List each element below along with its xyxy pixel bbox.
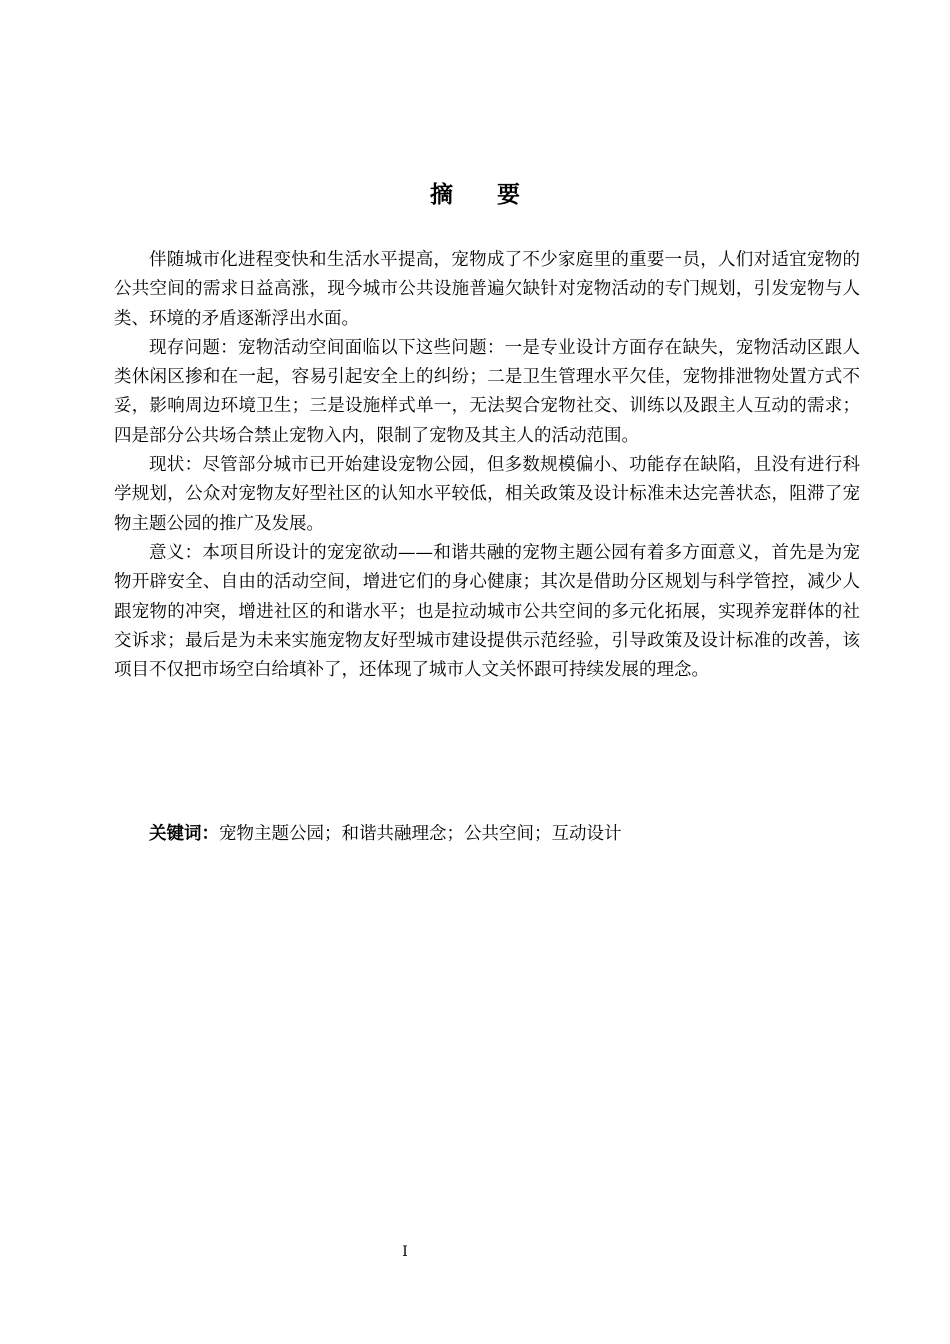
abstract-paragraph-intro: 伴随城市化进程变快和生活水平提高，宠物成了不少家庭里的重要一员，人们对适宜宠物的公共空间的需求日益高涨，现今城市公共设施普遍欠缺针对宠物活动的专门规划，引发宠物与人类、环境的矛盾逐渐浮出水面。 (114, 250, 860, 329)
abstract-title-char-1: 摘 (430, 182, 453, 208)
keywords-line (149, 820, 622, 849)
abstract-body (114, 246, 860, 685)
abstract-title (0, 180, 950, 210)
abstract-paragraph-status: 现状：尽管部分城市已开始建设宠物公园，但多数规模偏小、功能存在缺陷，且没有进行科学规划，公众对宠物友好型社区的认知水平较低，相关政策及设计标准未达完善状态，阻滞了宠物主题公园的推广及发展。 (114, 455, 860, 534)
keywords-label: 关键词： (149, 824, 219, 844)
abstract-paragraph-problems: 现存问题：宠物活动空间面临以下这些问题：一是专业设计方面存在缺失，宠物活动区跟人类休闲区掺和在一起，容易引起安全上的纠纷；二是卫生管理水平欠佳，宠物排泄物处置方式不妥，影响周边环境卫生；三是设施样式单一，无法契合宠物社交、训练以及跟主人互动的需求；四是部分公共场合禁止宠物入内，限制了宠物及其主人的活动范围。 (114, 337, 860, 446)
abstract-paragraph-significance: 意义：本项目所设计的宠宠欲动——和谐共融的宠物主题公园有着多方面意义，首先是为宠物开辟安全、自由的活动空间，增进它们的身心健康；其次是借助分区规划与科学管控，减少人跟宠物的冲突，增进社区的和谐水平；也是拉动城市公共空间的多元化拓展，实现养宠群体的社交诉求；最后是为未来实施宠物友好型城市建设提供示范经验，引导政策及设计标准的改善，该项目不仅把市场空白给填补了，还体现了城市人文关怀跟可持续发展的理念。 (114, 542, 860, 681)
abstract-title-char-2: 要 (497, 182, 520, 208)
keywords-text: 宠物主题公园；和谐共融理念；公共空间；互动设计 (219, 824, 622, 844)
page-number: I (402, 1244, 408, 1260)
